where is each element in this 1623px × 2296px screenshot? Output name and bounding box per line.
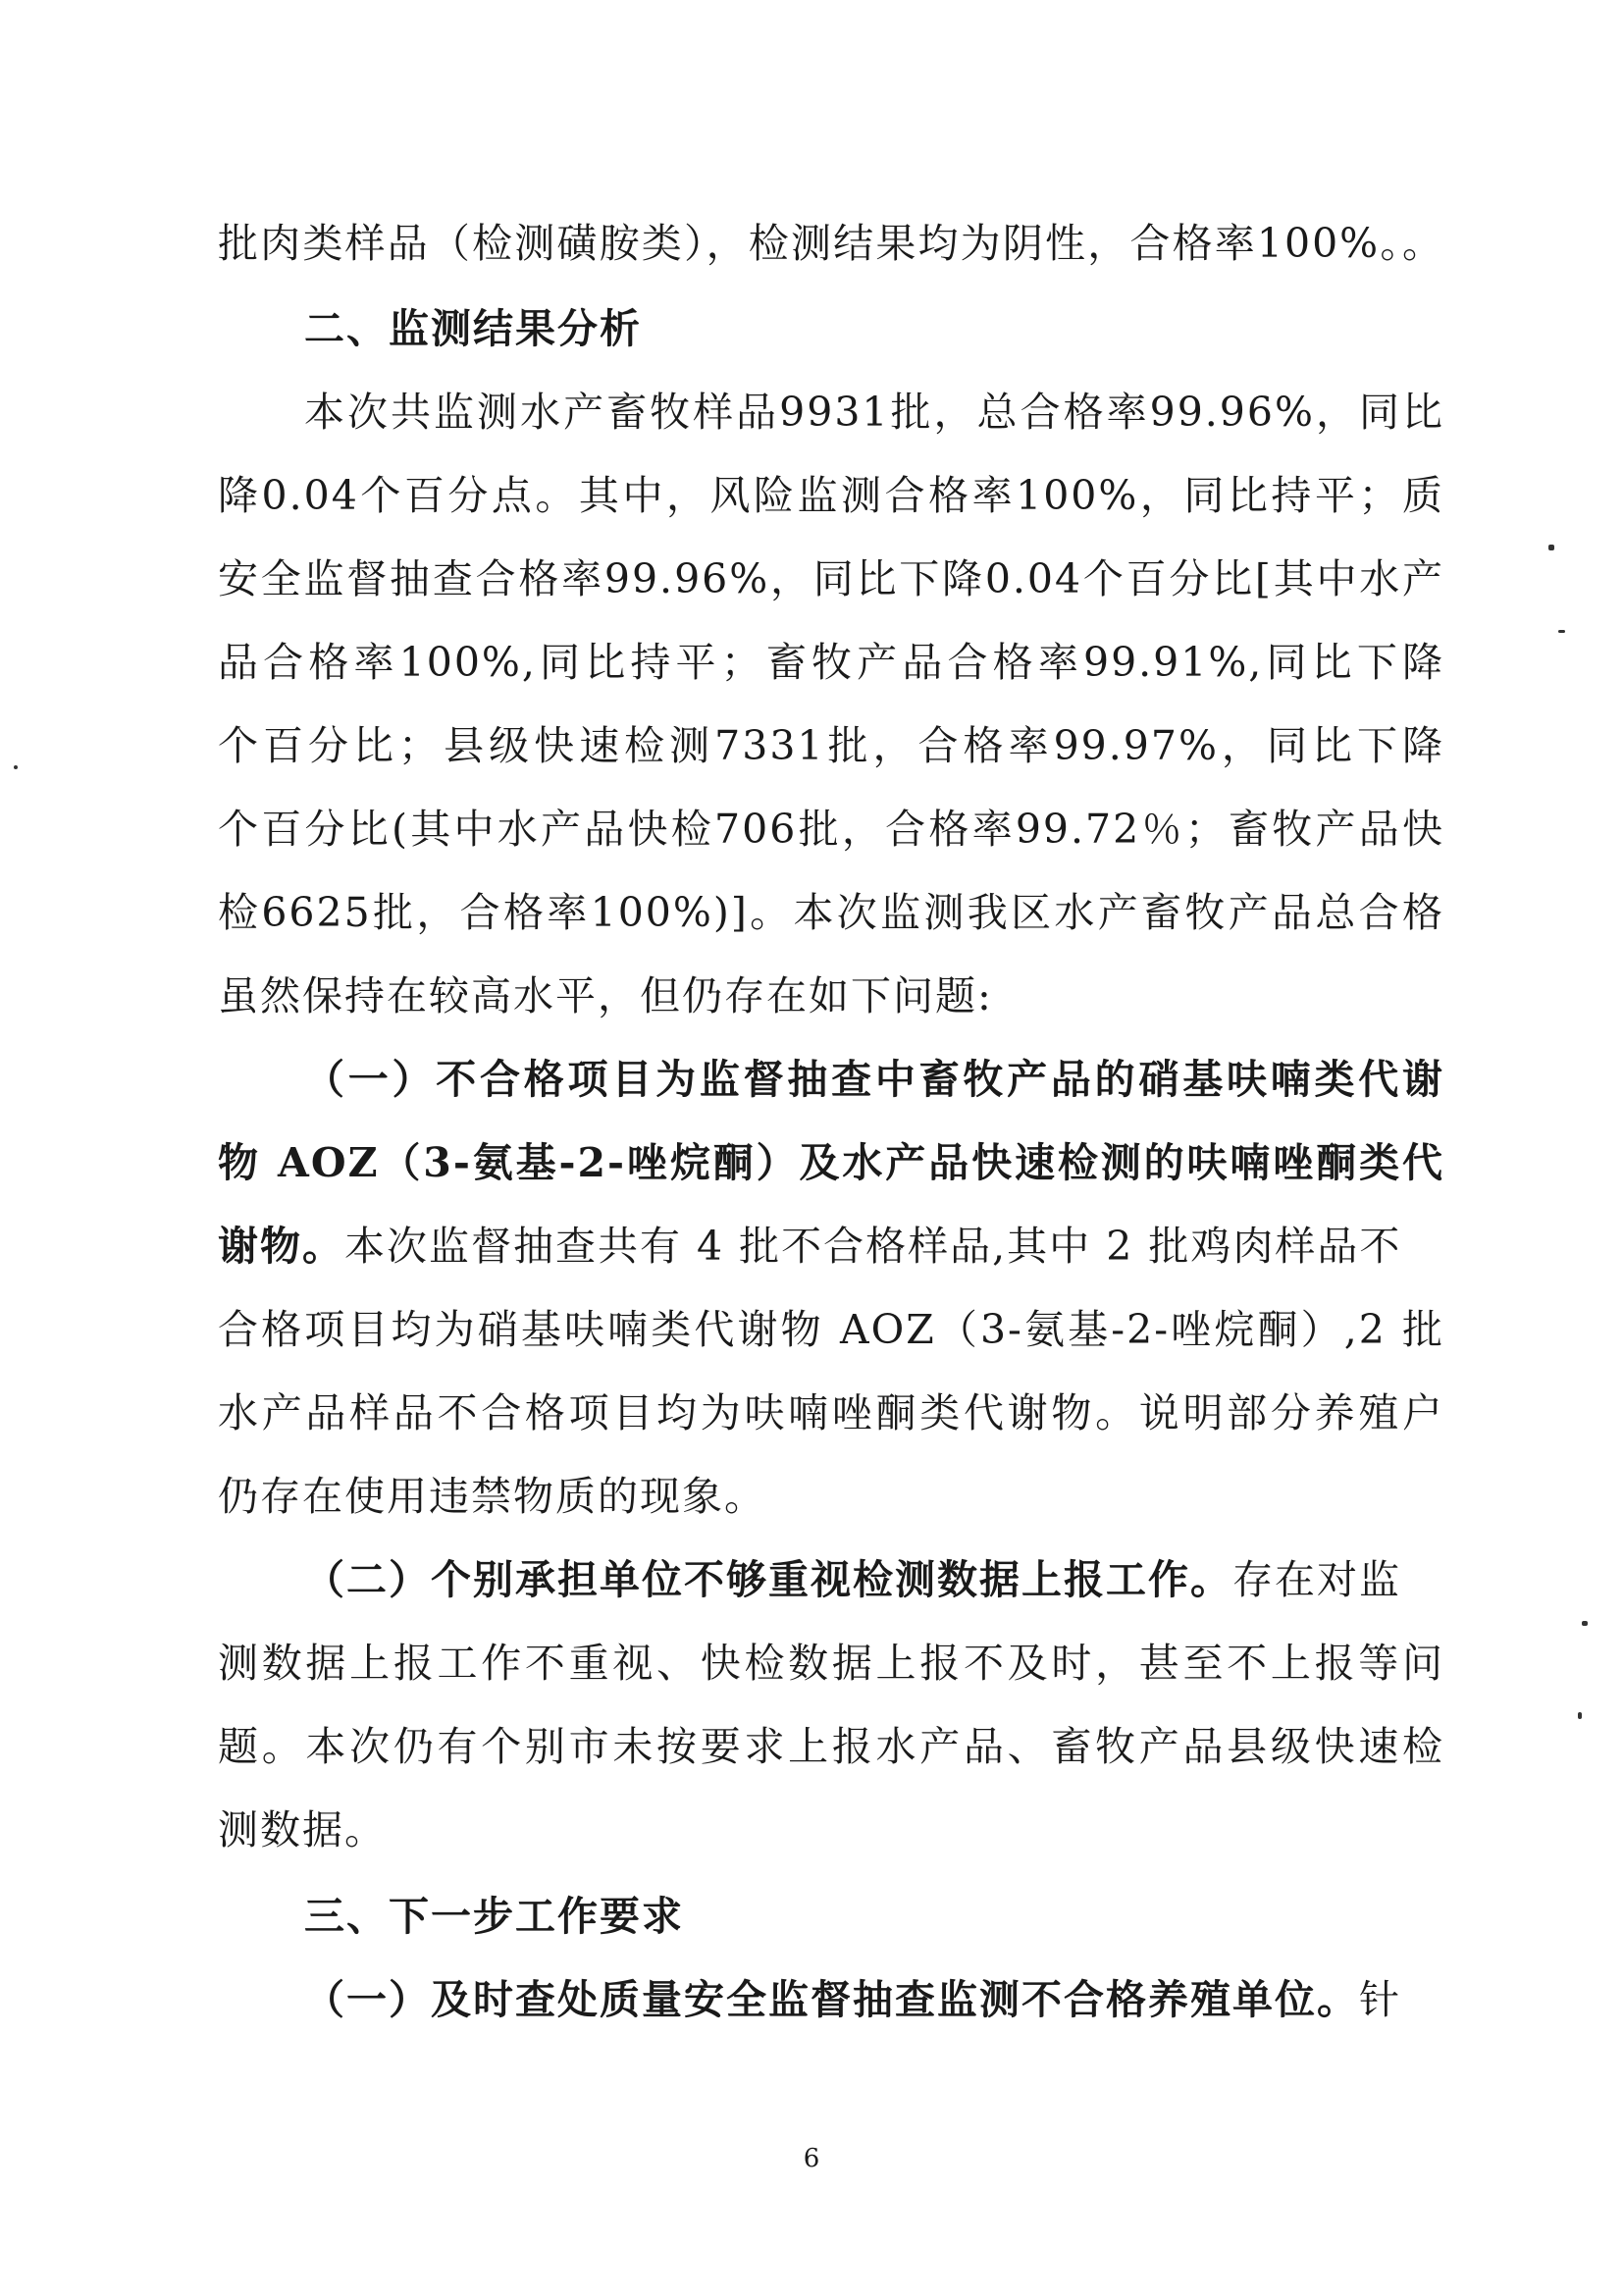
scan-speck [1558,630,1565,633]
text-line-4: 降0.04个百分点。其中，风险监测合格率100%，同比持平；质 [218,472,1444,519]
text-line-15: 水产品样品不合格项目均为呋喃唑酮类代谢物。说明部分养殖户 [218,1389,1444,1436]
text-line-10: 虽然保持在较高水平，但仍存在如下问题: [218,972,993,1019]
text-line-3: 本次共监测水产畜牧样品9931批，总合格率99.96%，同比 [304,389,1444,436]
text-line-20: 测数据。 [218,1806,387,1853]
mixed-line-17 [304,1550,1401,1609]
text-line-5: 安全监督抽查合格率99.96%，同比下降0.04个百分比[其中水产 [218,555,1444,602]
scan-speck [1578,1712,1582,1719]
mixed-line-22 [304,1970,1401,2029]
text-line-7: 个百分比；县级快速检测7331批，合格率99.97%，同比下降 [218,722,1444,769]
text-line-1: 批肉类样品（检测磺胺类），检测结果均为阴性，合格率100%。。 [218,220,1444,267]
subheading-problem-2: （二）个别承担单位不够重视检测数据上报工作。 [304,1556,1232,1603]
text-segment-17: 存在对监 [1232,1556,1401,1603]
text-segment-13: 本次监督抽查共有 4 批不合格样品,其中 2 批鸡肉样品不 [344,1223,1402,1270]
section-heading-3: 三、下一步工作要求 [304,1893,684,1940]
scan-speck [14,765,18,769]
subheading-requirement-1: （一）及时查处质量安全监督抽查监测不合格养殖单位。 [304,1976,1359,2023]
scan-speck [1582,1621,1588,1626]
text-segment-22: 针 [1359,1976,1401,2023]
subheading-problem-1: （一）不合格项目为监督抽查中畜牧产品的硝基呋喃类代谢 [304,1056,1444,1103]
text-line-16: 仍存在使用违禁物质的现象。 [218,1473,766,1520]
subheading-problem-1-cont: 物 AOZ（3-氨基-2-唑烷酮）及水产品快速检测的呋喃唑酮类代 [218,1139,1444,1186]
section-heading-2: 二、监测结果分析 [304,305,642,352]
text-line-14: 合格项目均为硝基呋喃类代谢物 AOZ（3-氨基-2-唑烷酮）,2 批 [218,1306,1444,1353]
text-line-9: 检6625批，合格率100%)]。本次监测我区水产畜牧产品总合格 [218,889,1444,936]
subheading-problem-1-end: 谢物。 [218,1223,344,1270]
text-line-18: 测数据上报工作不重视、快检数据上报不及时，甚至不上报等问 [218,1640,1444,1687]
text-line-6: 品合格率100%,同比持平；畜牧产品合格率99.91%,同比下降 [218,639,1444,686]
scan-speck [1548,545,1554,550]
mixed-line-13 [218,1217,1401,1276]
text-line-8: 个百分比(其中水产品快检706批，合格率99.72％；畜牧产品快 [218,806,1444,853]
text-line-19: 题。本次仍有个别市未按要求上报水产品、畜牧产品县级快速检 [218,1723,1444,1770]
page-number: 6 [803,2144,820,2173]
